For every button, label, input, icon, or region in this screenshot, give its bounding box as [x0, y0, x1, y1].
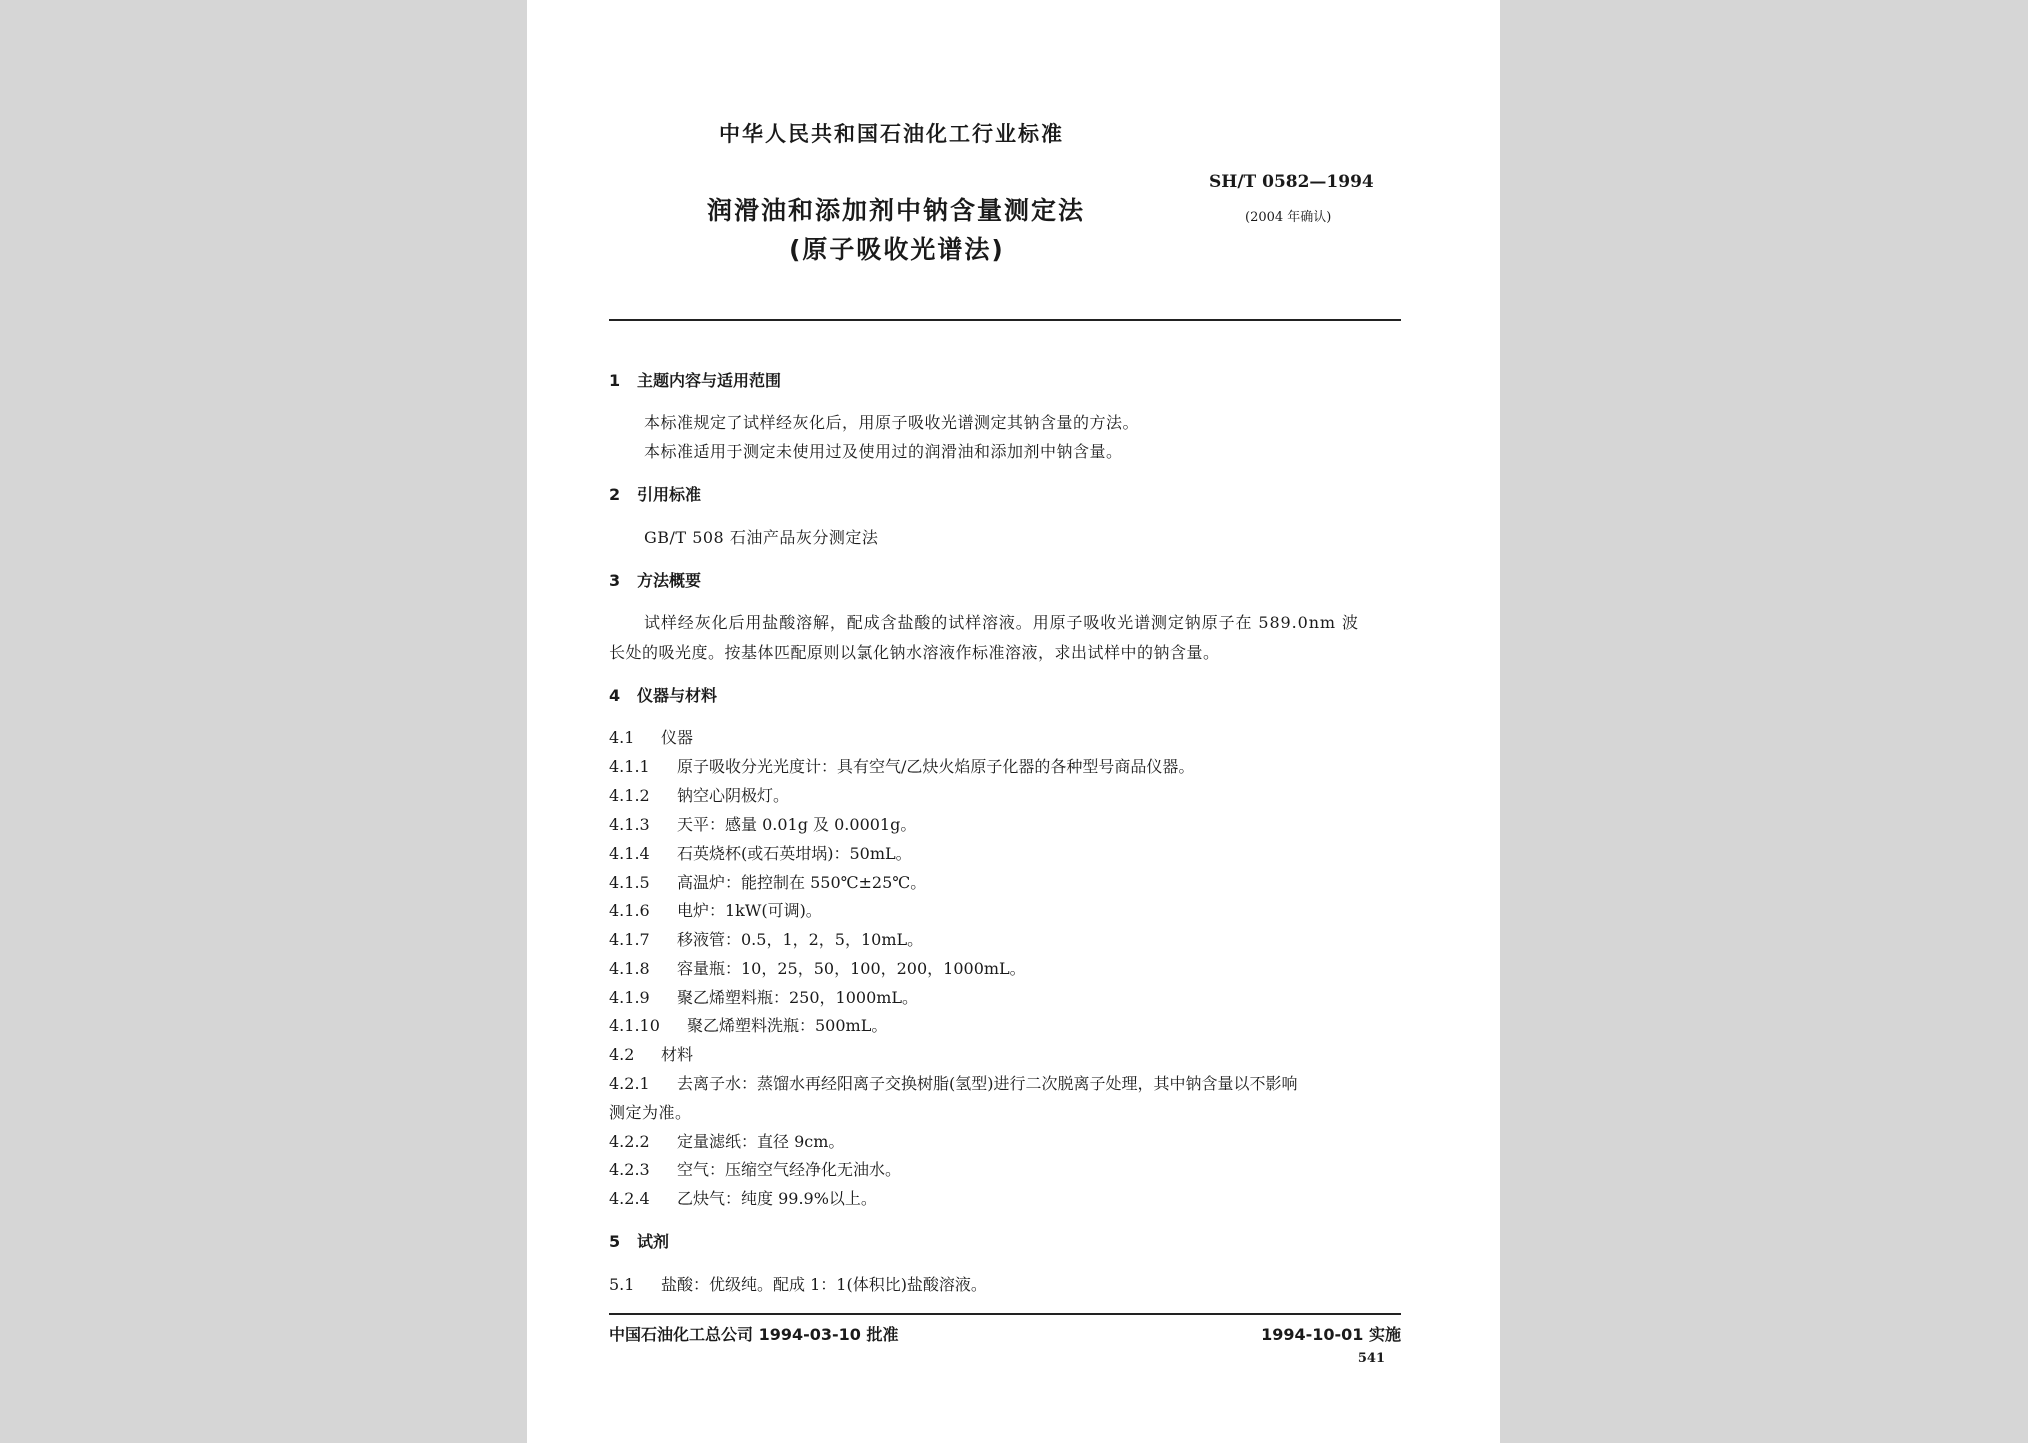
section-number: 4 — [609, 686, 621, 705]
item-number: 4.1.9 — [609, 988, 650, 1007]
list-item — [609, 927, 923, 950]
item-text: 电炉：1kW(可调)。 — [677, 901, 822, 920]
section-number: 1 — [609, 371, 621, 390]
item-text: 原子吸收分光光度计：具有空气/乙炔火焰原子化器的各种型号商品仪器。 — [677, 757, 1195, 776]
item-text: 材料 — [661, 1045, 694, 1064]
item-number: 4.2.1 — [609, 1074, 650, 1093]
section-heading — [609, 1229, 669, 1252]
item-text: 石英烧杯(或石英坩埚)：50mL。 — [677, 844, 912, 863]
section-number: 2 — [609, 485, 621, 504]
effective-date: 1994-10-01 实施 — [1261, 1325, 1401, 1344]
paragraph: 本标准适用于测定未使用过及使用过的润滑油和添加剂中钠含量。 — [644, 442, 1123, 461]
list-item — [609, 1186, 877, 1209]
item-text: 乙炔气：纯度 99.9%以上。 — [677, 1189, 877, 1208]
list-item — [609, 812, 916, 835]
item-number: 4.1.1 — [609, 757, 650, 776]
list-item — [609, 898, 822, 921]
item-text: 高温炉：能控制在 550℃±25℃。 — [677, 873, 927, 892]
section-heading — [609, 368, 781, 391]
standard-code: SH/T 0582—1994 — [1209, 172, 1374, 192]
section-title: 引用标准 — [637, 485, 702, 504]
item-text: 钠空心阴极灯。 — [677, 786, 790, 805]
item-text: 盐酸：优级纯。配成 1：1(体积比)盐酸溶液。 — [661, 1275, 987, 1294]
section-title: 主题内容与适用范围 — [637, 371, 782, 390]
list-item — [609, 841, 912, 864]
section-title: 试剂 — [637, 1232, 670, 1251]
section-number: 5 — [609, 1232, 621, 1251]
list-item — [609, 725, 693, 748]
item-text: 去离子水：蒸馏水再经阳离子交换树脂(氢型)进行二次脱离子处理，其中钠含量以不影响 — [677, 1074, 1298, 1093]
list-item — [609, 1129, 844, 1152]
item-number: 4.2.4 — [609, 1189, 650, 1208]
confirmation-note: (2004 年确认) — [1245, 210, 1332, 225]
issuing-authority: 中华人民共和国石油化工行业标准 — [719, 122, 1064, 146]
item-text: 仪器 — [661, 728, 694, 747]
document-page — [527, 0, 1500, 1443]
item-number: 5.1 — [609, 1275, 635, 1294]
item-number: 4.1.2 — [609, 786, 650, 805]
document-title: 润滑油和添加剂中钠含量测定法 — [707, 196, 1086, 225]
footer-rule — [609, 1313, 1401, 1315]
list-item — [609, 1013, 887, 1036]
item-text: 聚乙烯塑料洗瓶：500mL。 — [687, 1016, 888, 1035]
item-text: 聚乙烯塑料瓶：250，1000mL。 — [677, 988, 919, 1007]
item-number: 4.1.10 — [609, 1016, 660, 1035]
item-number: 4.2 — [609, 1045, 635, 1064]
item-number: 4.2.3 — [609, 1160, 650, 1179]
item-number: 4.1.7 — [609, 930, 650, 949]
list-item — [609, 870, 926, 893]
referenced-standard: GB/T 508 石油产品灰分测定法 — [644, 528, 879, 547]
list-item — [609, 1157, 901, 1180]
paragraph: 本标准规定了试样经灰化后，用原子吸收光谱测定其钠含量的方法。 — [644, 413, 1140, 432]
section-heading — [609, 568, 701, 591]
list-item-continuation: 测定为准。 — [609, 1103, 692, 1122]
list-item — [609, 1272, 987, 1295]
approval-statement: 中国石油化工总公司 1994-03-10 批准 — [609, 1325, 899, 1344]
section-heading — [609, 683, 717, 706]
item-number: 4.1 — [609, 728, 635, 747]
list-item — [609, 985, 918, 1008]
item-text: 天平：感量 0.01g 及 0.0001g。 — [677, 815, 917, 834]
document-subtitle: (原子吸收光谱法) — [789, 235, 1005, 264]
header-rule — [609, 319, 1401, 321]
item-number: 4.1.6 — [609, 901, 650, 920]
section-title: 仪器与材料 — [637, 686, 718, 705]
paragraph-continuation: 长处的吸光度。按基体匹配原则以氯化钠水溶液作标准溶液，求出试样中的钠含量。 — [609, 643, 1220, 662]
item-text: 空气：压缩空气经净化无油水。 — [677, 1160, 902, 1179]
item-text: 定量滤纸：直径 9cm。 — [677, 1132, 845, 1151]
paragraph: 试样经灰化后用盐酸溶解，配成含盐酸的试样溶液。用原子吸收光谱测定钠原子在 589.0nm 波 — [644, 613, 1359, 632]
section-title: 方法概要 — [637, 571, 702, 590]
list-item — [609, 1042, 693, 1065]
section-heading — [609, 482, 701, 505]
item-number: 4.1.5 — [609, 873, 650, 892]
item-text: 移液管：0.5，1，2，5，10mL。 — [677, 930, 924, 949]
page-number: 541 — [1357, 1351, 1385, 1366]
list-item — [609, 783, 789, 806]
item-number: 4.2.2 — [609, 1132, 650, 1151]
section-number: 3 — [609, 571, 621, 590]
list-item — [609, 1071, 1298, 1094]
item-number: 4.1.3 — [609, 815, 650, 834]
item-number: 4.1.4 — [609, 844, 650, 863]
list-item — [609, 956, 1026, 979]
item-number: 4.1.8 — [609, 959, 650, 978]
list-item — [609, 754, 1194, 777]
item-text: 容量瓶：10，25，50，100，200，1000mL。 — [677, 959, 1026, 978]
